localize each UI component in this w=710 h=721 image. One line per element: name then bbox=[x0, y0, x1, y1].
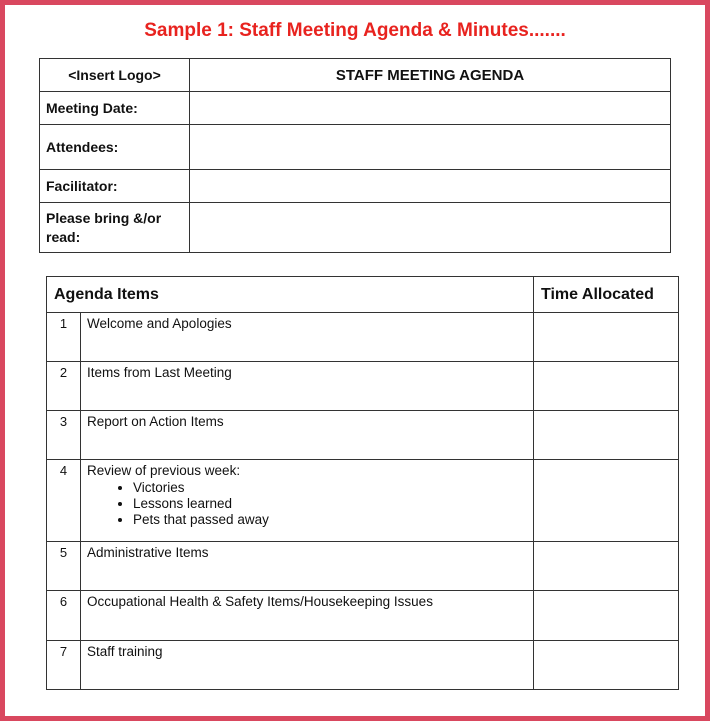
item-text: Welcome and Apologies bbox=[81, 313, 534, 362]
facilitator-field[interactable] bbox=[190, 170, 671, 203]
item-number: 3 bbox=[47, 411, 81, 460]
please-bring-field[interactable] bbox=[190, 203, 671, 253]
insert-logo-cell: <Insert Logo> bbox=[40, 59, 190, 92]
time-field[interactable] bbox=[534, 460, 679, 542]
item-text: Staff training bbox=[81, 641, 534, 690]
time-field[interactable] bbox=[534, 591, 679, 641]
item-number: 4 bbox=[47, 460, 81, 542]
bullet-item: • Lessons learned bbox=[133, 496, 527, 512]
agenda-table bbox=[46, 276, 679, 690]
item-bullet-list bbox=[87, 480, 527, 528]
attendees-field[interactable] bbox=[190, 125, 671, 170]
time-field[interactable] bbox=[534, 313, 679, 362]
agenda-items-header: Agenda Items bbox=[47, 277, 534, 313]
item-number: 5 bbox=[47, 542, 81, 591]
table-row bbox=[47, 542, 679, 591]
table-row bbox=[47, 313, 679, 362]
item-text: Administrative Items bbox=[81, 542, 534, 591]
item-text: Review of previous week: bbox=[87, 463, 241, 478]
document-title: Sample 1: Staff Meeting Agenda & Minutes....... bbox=[144, 20, 566, 41]
item-text: Items from Last Meeting bbox=[81, 362, 534, 411]
bullet-item: • Pets that passed away bbox=[133, 512, 527, 528]
table-row bbox=[47, 362, 679, 411]
time-allocated-header: Time Allocated bbox=[534, 277, 679, 313]
table-row bbox=[47, 460, 679, 542]
meeting-info-table bbox=[39, 58, 671, 253]
attendees-label: Attendees: bbox=[40, 125, 190, 170]
time-field[interactable] bbox=[534, 362, 679, 411]
time-field[interactable] bbox=[534, 411, 679, 460]
meeting-date-field[interactable] bbox=[190, 92, 671, 125]
bullet-item: • Victories bbox=[133, 480, 527, 496]
item-text: Occupational Health & Safety Items/Housekeeping Issues bbox=[81, 591, 534, 641]
item-number: 7 bbox=[47, 641, 81, 690]
please-bring-label: Please bring &/or read: bbox=[40, 203, 190, 253]
item-number: 1 bbox=[47, 313, 81, 362]
agenda-heading: STAFF MEETING AGENDA bbox=[190, 59, 671, 92]
meeting-date-label: Meeting Date: bbox=[40, 92, 190, 125]
table-row bbox=[47, 641, 679, 690]
time-field[interactable] bbox=[534, 542, 679, 591]
table-row bbox=[47, 591, 679, 641]
item-number: 2 bbox=[47, 362, 81, 411]
item-text: Report on Action Items bbox=[81, 411, 534, 460]
table-row bbox=[47, 411, 679, 460]
item-number: 6 bbox=[47, 591, 81, 641]
facilitator-label: Facilitator: bbox=[40, 170, 190, 203]
time-field[interactable] bbox=[534, 641, 679, 690]
